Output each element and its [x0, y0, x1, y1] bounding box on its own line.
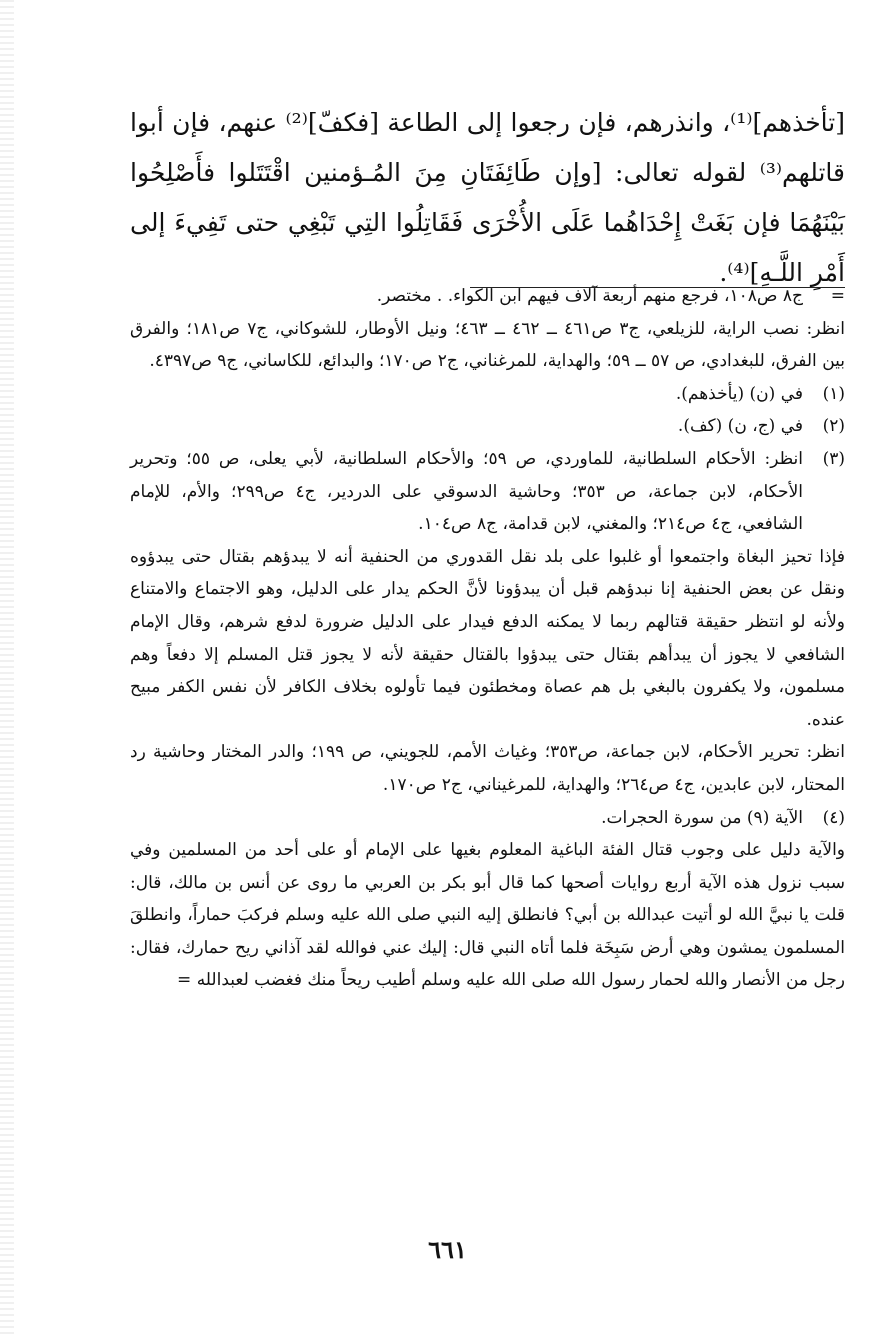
footnote-2: [130, 410, 845, 443]
footnote-3: [130, 443, 845, 541]
footnote-3-paragraph-2: فإذا تحيز البغاة واجتمعوا أو غلبوا على بلد نقل القدوري من الحنفية أنه لا يبدؤهم بقتال حتى يبدؤوه ونقل عن بعض الحنفية إنا نبدؤهم قبل أن يبدؤونا لأنَّ الحكم يدار على الدليل، وهو الاجتماع والامتناع ولأنه لو انتظر حقيقة قتالهم ربما لا يمكنه الدفع فيدار على الدليل ضرورة لدفع شرهم، وقال الإمام الشافعي لا يجوز أن يبدأهم بقتال حتى يبدؤوا بالقتال حقيقة لأنه لا يجوز قتل المسلم إلا دفعاً وهم مسلمون، ولا يكفرون بالبغي بل هم عصاة ومخطئون فيما تأولوه بخلاف الكافر لأن نفس الكفر مبيح عنده.: [130, 546, 845, 730]
footnote-1-marker: (١): [822, 383, 845, 404]
continuation-marker: =: [830, 286, 845, 306]
scan-edge: [0, 0, 14, 1335]
footnote-3-paragraph-3: انظر: تحرير الأحكام، لابن جماعة، ص٣٥٣؛ وغياث الأمم، للجويني، ص ١٩٩؛ والدر المختار وحاشية رد المحتار، لابن عابدين، ج٤ ص٢٦٤؛ والهداية، للمرغيناني، ج٢ ص١٧٠.: [130, 742, 845, 795]
continuation-text: ج٨ ص١٠٨، فرجع منهم أربعة آلاف فيهم ابن الكواء. . مختصر.: [376, 286, 803, 306]
footnote-1-text: في (ن) (يأخذهم).: [675, 383, 803, 404]
footnote-3-text: انظر: الأحكام السلطانية، للماوردي، ص ٥٩؛ والأحكام السلطانية، لأبي يعلى، ص ٥٥؛ وتحرير الأحكام، لابن جماعة، ص ٣٥٣؛ وحاشية الدسوقي على الدردير، ج٤ ص٢٩٩؛ والأم، للإمام الشافعي، ج٤ ص٢١٤؛ والمغني، لابن قدامة، ج٨ ص١٠٤.: [130, 448, 803, 535]
main-text: [تأخذهم]⁽¹⁾، وانذرهم، فإن رجعوا إلى الطاعة [فكفّ]⁽²⁾ عنهم، فإن أبوا قاتلهم⁽³⁾ لقوله تعالى: [وإن طَائِفَتَانِ مِنَ المُـؤمنين اقْتَتَلوا فأَصْلِحُوا بَيْنَهُمَا فإن بَغَتْ إِحْدَاهُما عَلَى الأُخْرَى فَقَاتِلُوا التِي تَبْغِي حتى تَفِيءَ إلى أَمْرِ اللَّـهِ]⁽⁴⁾.: [130, 108, 845, 287]
footnote-4-marker: (٤): [822, 807, 845, 828]
page-number: ٦٦١: [428, 1235, 467, 1264]
footnote-1: [130, 378, 845, 411]
footnote-2-marker: (٢): [822, 416, 845, 437]
footnote-2-text: في (ج، ن) (كف).: [677, 416, 803, 437]
footnote-4-paragraph-2: والآية دليل على وجوب قتال الفئة الباغية المعلوم بغيها على الإمام أو على أحد من المسلمين وفي سبب نزول هذه الآية أربع روايات أصحها كما قال أبو بكر بن العربي ما روى عن أنس بن مالك، قال: قلت يا نبيَّ الله لو أتيت عبدالله بن أبي؟ فانطلق إليه النبي صلى الله عليه وسلم فركبَ حماراً، وانطلقَ المسلمون يمشون وهي أرض سَبِخَة فلما أتاه النبي قال: إليك عني فوالله لقد آذاني ريح حمارك، فقال: رجل من الأنصار والله لحمار رسول الله صلى الله عليه وسلم أطيب ريحاً منك فغضب لعبدالله =: [130, 840, 845, 991]
main-text-block: [130, 98, 845, 298]
footnote-3-marker: (٣): [822, 448, 845, 469]
footnote-4-text: الآية (٩) من سورة الحجرات.: [601, 807, 803, 828]
footnotes-block: [130, 280, 845, 997]
footnote-continuation: [130, 280, 845, 313]
footnote-4: [130, 802, 845, 835]
continuation-references: انظر: نصب الراية، للزيلعي، ج٣ ص٤٦١ ــ ٤٦٢ ــ ٤٦٣؛ ونيل الأوطار، للشوكاني، ج٧ ص١٨١؛ والفرق بين الفرق، للبغدادي، ص ٥٧ ــ ٥٩؛ والهداية، للمرغناني، ج٢ ص١٧٠؛ والبدائع، للكاساني، ج٩ ص٤٣٩٧.: [130, 318, 845, 372]
